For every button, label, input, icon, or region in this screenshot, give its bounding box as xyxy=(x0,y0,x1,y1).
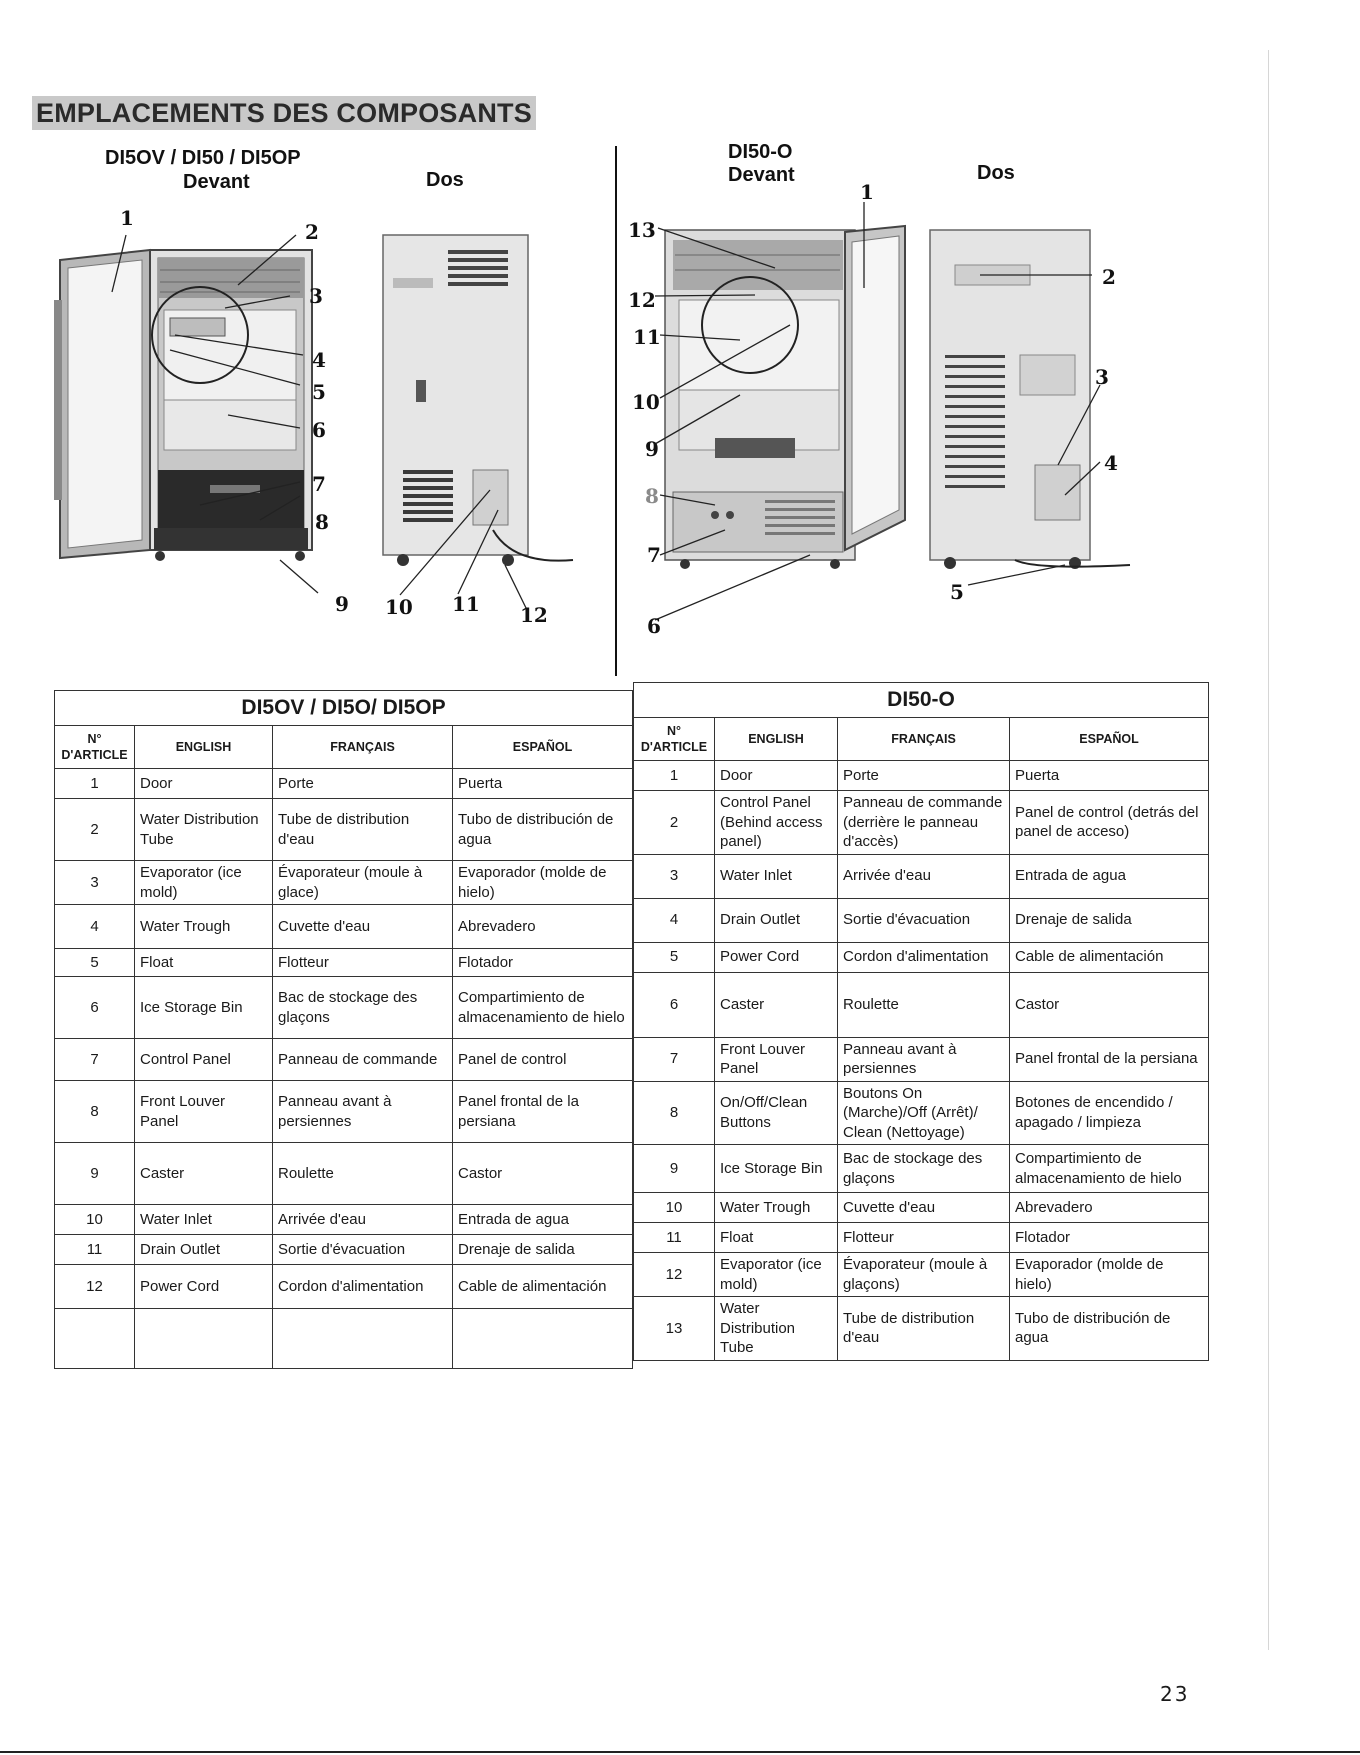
cell-item-no: 6 xyxy=(634,972,715,1037)
right-callout-7: 7 xyxy=(647,543,661,567)
cell-spanish: Tubo de distribución de agua xyxy=(453,799,633,861)
table-row xyxy=(634,972,1209,1037)
left-callout-1: 1 xyxy=(120,206,134,230)
table-row xyxy=(55,769,633,799)
cell-spanish: Evaporador (molde de hielo) xyxy=(1010,1253,1209,1297)
cell-french: Porte xyxy=(273,769,453,799)
cell-english: Water Inlet xyxy=(135,1205,273,1235)
cell-spanish: Castor xyxy=(453,1143,633,1205)
cell-french xyxy=(273,1309,453,1369)
cell-french: Cuvette d'eau xyxy=(273,905,453,949)
right-parts-table xyxy=(633,682,1209,1361)
cell-english: Door xyxy=(715,761,838,791)
left-callout-11: 11 xyxy=(452,592,480,616)
col-header-item-no: N° D'ARTICLE xyxy=(55,726,135,769)
cell-spanish: Panel frontal de la persiana xyxy=(453,1081,633,1143)
cell-item-no xyxy=(55,1309,135,1369)
table-row xyxy=(55,905,633,949)
table-row xyxy=(55,1309,633,1369)
right-callout-13: 13 xyxy=(628,218,656,242)
cell-spanish: Compartimiento de almacenamiento de hielo xyxy=(1010,1145,1209,1193)
cell-english: Front Louver Panel xyxy=(715,1037,838,1081)
table-row xyxy=(55,1265,633,1309)
table-row xyxy=(55,1143,633,1205)
cell-english: Ice Storage Bin xyxy=(135,977,273,1039)
bottom-rule xyxy=(0,1751,1360,1753)
cell-spanish: Castor xyxy=(1010,972,1209,1037)
cell-item-no: 8 xyxy=(55,1081,135,1143)
cell-item-no: 2 xyxy=(55,799,135,861)
table-row xyxy=(634,791,1209,855)
cell-english: Water Distribution Tube xyxy=(135,799,273,861)
cell-english: Float xyxy=(715,1223,838,1253)
cell-item-no: 12 xyxy=(634,1253,715,1297)
cell-item-no: 11 xyxy=(634,1223,715,1253)
left-front-label: Devant xyxy=(183,171,250,193)
cell-spanish: Cable de alimentación xyxy=(453,1265,633,1309)
right-callout-6: 6 xyxy=(647,614,661,638)
cell-french: Panneau avant à persiennes xyxy=(273,1081,453,1143)
table-row xyxy=(634,1297,1209,1361)
table-row xyxy=(55,977,633,1039)
cell-english: Water Inlet xyxy=(715,854,838,898)
cell-spanish: Compartimiento de almacenamiento de hielo xyxy=(453,977,633,1039)
table-row xyxy=(634,761,1209,791)
cell-item-no: 5 xyxy=(55,949,135,977)
cell-item-no: 6 xyxy=(55,977,135,1039)
cell-item-no: 9 xyxy=(55,1143,135,1205)
cell-spanish: Flotador xyxy=(453,949,633,977)
cell-item-no: 2 xyxy=(634,791,715,855)
cell-english: Water Trough xyxy=(715,1193,838,1223)
cell-item-no: 8 xyxy=(634,1081,715,1145)
col-header-item-no: N° D'ARTICLE xyxy=(634,718,715,761)
right-callout-11: 11 xyxy=(633,325,661,349)
right-front-label: Devant xyxy=(728,164,795,186)
cell-french: Boutons On (Marche)/Off (Arrêt)/ Clean (Nettoyage) xyxy=(838,1081,1010,1145)
cell-french: Sortie d'évacuation xyxy=(838,898,1010,942)
cell-english: Water Trough xyxy=(135,905,273,949)
cell-english: Evaporator (ice mold) xyxy=(135,861,273,905)
cell-spanish: Drenaje de salida xyxy=(453,1235,633,1265)
cell-french: Évaporateur (moule à glace) xyxy=(273,861,453,905)
right-callout-2: 2 xyxy=(1102,265,1116,289)
right-callout-10: 10 xyxy=(632,390,660,414)
cell-item-no: 12 xyxy=(55,1265,135,1309)
cell-french: Flotteur xyxy=(273,949,453,977)
cell-item-no: 7 xyxy=(634,1037,715,1081)
cell-item-no: 4 xyxy=(634,898,715,942)
cell-french: Évaporateur (moule à glaçons) xyxy=(838,1253,1010,1297)
cell-french: Panneau de commande xyxy=(273,1039,453,1081)
cell-english: Evaporator (ice mold) xyxy=(715,1253,838,1297)
cell-french: Roulette xyxy=(273,1143,453,1205)
cell-spanish: Entrada de agua xyxy=(1010,854,1209,898)
table-row xyxy=(634,1223,1209,1253)
cell-spanish: Botones de encendido / apagado / limpieza xyxy=(1010,1081,1209,1145)
table-row xyxy=(634,1193,1209,1223)
col-header-french: FRANÇAIS xyxy=(273,726,453,769)
table-row xyxy=(634,1081,1209,1145)
left-model-label: DI5OV / DI50 / DI5OP xyxy=(105,147,301,169)
cell-french: Panneau avant à persiennes xyxy=(838,1037,1010,1081)
table-row xyxy=(55,1039,633,1081)
table-row xyxy=(634,1037,1209,1081)
right-table-title: DI50-O xyxy=(634,683,1209,718)
col-header-french: FRANÇAIS xyxy=(838,718,1010,761)
cell-english: Drain Outlet xyxy=(715,898,838,942)
cell-spanish: Panel de control xyxy=(453,1039,633,1081)
left-callout-2: 2 xyxy=(305,220,319,244)
cell-spanish: Entrada de agua xyxy=(453,1205,633,1235)
cell-french: Sortie d'évacuation xyxy=(273,1235,453,1265)
cell-english: Control Panel xyxy=(135,1039,273,1081)
table-row xyxy=(55,799,633,861)
table-row xyxy=(634,854,1209,898)
cell-french: Cordon d'alimentation xyxy=(273,1265,453,1309)
right-callout-3: 3 xyxy=(1095,365,1109,389)
col-header-english: ENGLISH xyxy=(715,718,838,761)
cell-spanish: Drenaje de salida xyxy=(1010,898,1209,942)
left-back-label: Dos xyxy=(426,169,464,191)
left-callout-9: 9 xyxy=(335,592,349,616)
cell-english: Power Cord xyxy=(715,942,838,972)
cell-spanish: Flotador xyxy=(1010,1223,1209,1253)
cell-item-no: 5 xyxy=(634,942,715,972)
cell-item-no: 1 xyxy=(634,761,715,791)
right-leader-lines xyxy=(0,0,1360,660)
cell-french: Cuvette d'eau xyxy=(838,1193,1010,1223)
cell-english: Power Cord xyxy=(135,1265,273,1309)
cell-english: Drain Outlet xyxy=(135,1235,273,1265)
cell-french: Arrivée d'eau xyxy=(838,854,1010,898)
left-callout-7: 7 xyxy=(312,472,326,496)
col-header-english: ENGLISH xyxy=(135,726,273,769)
cell-french: Arrivée d'eau xyxy=(273,1205,453,1235)
cell-spanish: Abrevadero xyxy=(453,905,633,949)
table-row xyxy=(634,1145,1209,1193)
left-parts-table xyxy=(54,690,633,1369)
left-callout-6: 6 xyxy=(312,418,326,442)
cell-french: Cordon d'alimentation xyxy=(838,942,1010,972)
cell-item-no: 10 xyxy=(55,1205,135,1235)
cell-spanish: Panel frontal de la persiana xyxy=(1010,1037,1209,1081)
cell-spanish: Abrevadero xyxy=(1010,1193,1209,1223)
table-row xyxy=(55,1081,633,1143)
cell-english: Float xyxy=(135,949,273,977)
table-row xyxy=(55,949,633,977)
cell-english: Door xyxy=(135,769,273,799)
right-callout-1: 1 xyxy=(860,180,874,204)
cell-french: Roulette xyxy=(838,972,1010,1037)
cell-english: Control Panel (Behind access panel) xyxy=(715,791,838,855)
cell-spanish xyxy=(453,1309,633,1369)
cell-item-no: 1 xyxy=(55,769,135,799)
cell-english: Caster xyxy=(135,1143,273,1205)
left-callout-4: 4 xyxy=(312,348,326,372)
right-callout-12: 12 xyxy=(628,288,656,312)
page-heading: EMPLACEMENTS DES COMPOSANTS xyxy=(32,96,536,130)
left-callout-3: 3 xyxy=(309,284,323,308)
cell-item-no: 9 xyxy=(634,1145,715,1193)
cell-spanish: Puerta xyxy=(1010,761,1209,791)
left-callout-5: 5 xyxy=(312,380,326,404)
cell-french: Panneau de commande (derrière le panneau d'accès) xyxy=(838,791,1010,855)
cell-english xyxy=(135,1309,273,1369)
table-row xyxy=(55,1235,633,1265)
cell-item-no: 3 xyxy=(55,861,135,905)
table-row xyxy=(634,1253,1209,1297)
right-back-label: Dos xyxy=(977,162,1015,184)
right-callout-8: 8 xyxy=(645,484,659,508)
cell-item-no: 11 xyxy=(55,1235,135,1265)
cell-spanish: Panel de control (detrás del panel de acceso) xyxy=(1010,791,1209,855)
cell-french: Bac de stockage des glaçons xyxy=(838,1145,1010,1193)
left-callout-12: 12 xyxy=(520,603,548,627)
table-row xyxy=(55,861,633,905)
left-callout-8: 8 xyxy=(315,510,329,534)
left-callout-10: 10 xyxy=(385,595,413,619)
left-table-title: DI5OV / DI5O/ DI5OP xyxy=(55,691,633,726)
cell-item-no: 7 xyxy=(55,1039,135,1081)
cell-english: On/Off/Clean Buttons xyxy=(715,1081,838,1145)
cell-french: Tube de distribution d'eau xyxy=(273,799,453,861)
cell-french: Bac de stockage des glaçons xyxy=(273,977,453,1039)
scan-edge xyxy=(1268,50,1269,1650)
cell-english: Ice Storage Bin xyxy=(715,1145,838,1193)
right-callout-9: 9 xyxy=(645,437,659,461)
page-number: 23 xyxy=(1160,1682,1190,1706)
cell-french: Tube de distribution d'eau xyxy=(838,1297,1010,1361)
cell-french: Porte xyxy=(838,761,1010,791)
cell-item-no: 3 xyxy=(634,854,715,898)
table-row xyxy=(634,898,1209,942)
cell-english: Caster xyxy=(715,972,838,1037)
cell-english: Water Distribution Tube xyxy=(715,1297,838,1361)
table-row xyxy=(55,1205,633,1235)
col-header-spanish: ESPAÑOL xyxy=(453,726,633,769)
cell-french: Flotteur xyxy=(838,1223,1010,1253)
cell-item-no: 10 xyxy=(634,1193,715,1223)
right-callout-5: 5 xyxy=(950,580,964,604)
cell-spanish: Puerta xyxy=(453,769,633,799)
cell-item-no: 4 xyxy=(55,905,135,949)
cell-spanish: Cable de alimentación xyxy=(1010,942,1209,972)
cell-spanish: Evaporador (molde de hielo) xyxy=(453,861,633,905)
right-model-label: DI50-O xyxy=(728,141,793,163)
table-row xyxy=(634,942,1209,972)
right-callout-4: 4 xyxy=(1104,451,1118,475)
cell-english: Front Louver Panel xyxy=(135,1081,273,1143)
col-header-spanish: ESPAÑOL xyxy=(1010,718,1209,761)
cell-spanish: Tubo de distribución de agua xyxy=(1010,1297,1209,1361)
cell-item-no: 13 xyxy=(634,1297,715,1361)
